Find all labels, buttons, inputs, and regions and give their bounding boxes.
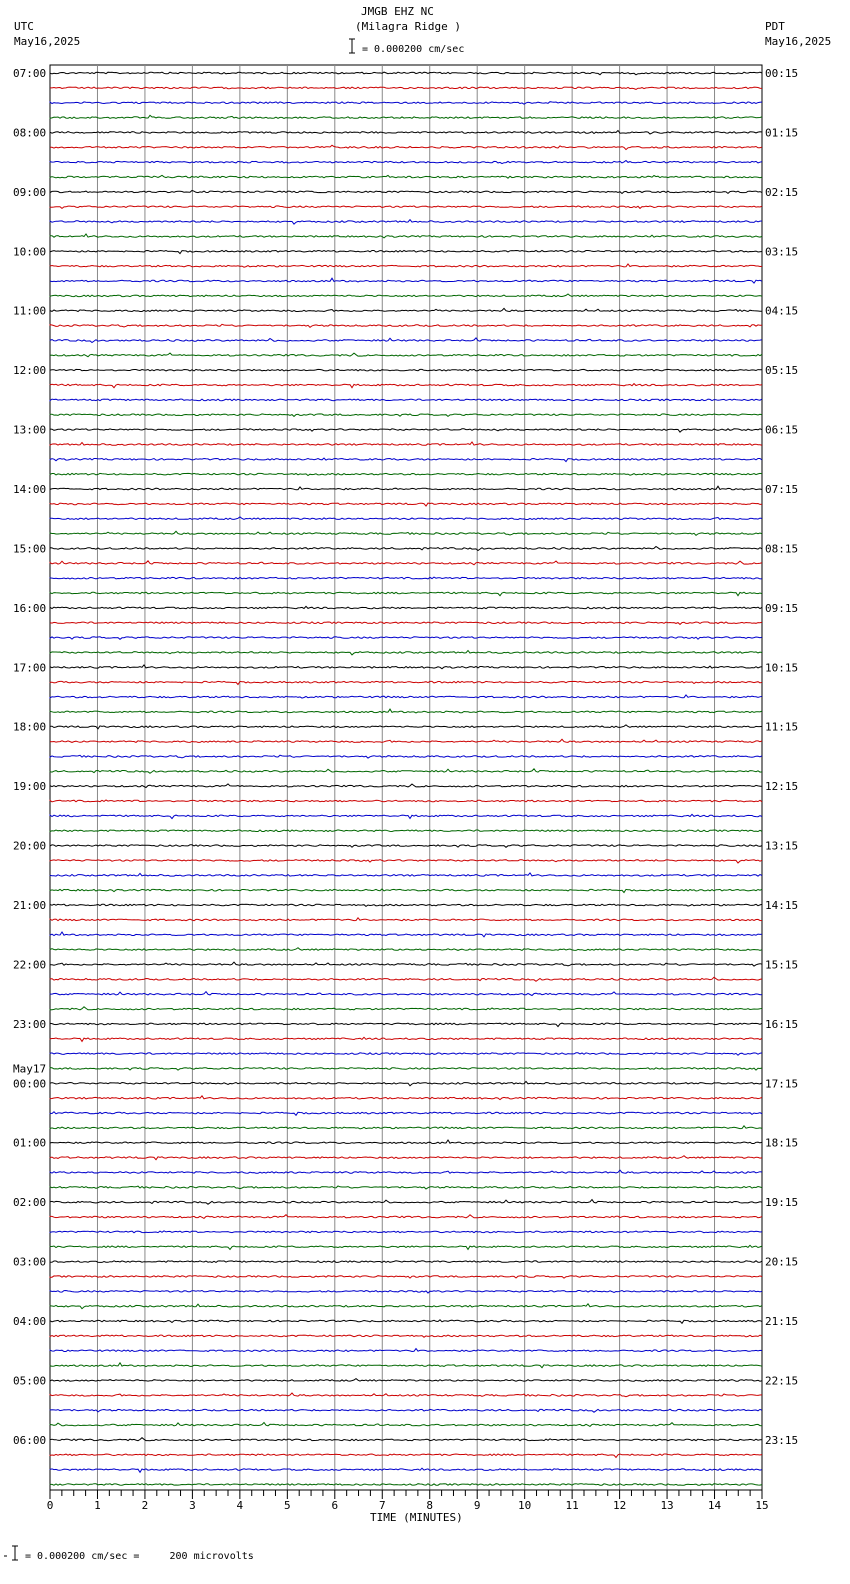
- pdt-time-label: 23:15: [765, 1433, 799, 1447]
- seismic-trace: [50, 860, 762, 863]
- seismic-trace: [50, 161, 762, 164]
- seismic-trace: [50, 1335, 762, 1337]
- seismic-trace: [50, 725, 762, 729]
- utc-hour-label: 11:00: [13, 304, 47, 318]
- seismic-trace: [50, 784, 762, 788]
- seismic-trace: [50, 1200, 762, 1205]
- seismic-trace: [50, 1304, 762, 1309]
- seismic-trace: [50, 251, 762, 254]
- seismic-trace: [50, 577, 762, 579]
- pdt-time-label: 02:15: [765, 185, 799, 199]
- seismic-trace: [50, 1363, 762, 1368]
- pdt-time-label: 03:15: [765, 245, 799, 259]
- seismic-trace: [50, 918, 762, 921]
- seismic-trace: [50, 324, 762, 327]
- seismic-trace: [50, 1409, 762, 1412]
- seismic-trace: [50, 87, 762, 89]
- pdt-time-label: 00:15: [765, 67, 799, 80]
- x-tick-label: 0: [46, 1499, 54, 1512]
- seismic-trace: [50, 1379, 762, 1382]
- seismic-trace: [50, 191, 762, 194]
- utc-hour-label: 21:00: [13, 899, 47, 913]
- seismic-trace: [50, 547, 762, 551]
- pdt-time-label: 21:15: [765, 1315, 799, 1329]
- utc-hour-label: 18:00: [13, 720, 47, 734]
- pdt-time-label: 08:15: [765, 542, 799, 556]
- utc-hour-label: 03:00: [13, 1255, 47, 1269]
- utc-hour-label: 06:00: [13, 1433, 47, 1447]
- seismic-trace: [50, 1126, 762, 1129]
- pdt-time-label: 11:15: [765, 720, 799, 734]
- seismic-trace: [50, 561, 762, 565]
- seismic-trace: [50, 1393, 762, 1397]
- utc-hour-label: 01:00: [13, 1136, 47, 1150]
- pdt-time-label: 12:15: [765, 780, 799, 794]
- x-tick-label: 10: [518, 1499, 532, 1512]
- pdt-time-label: 01:15: [765, 126, 799, 140]
- seismic-trace: [50, 384, 762, 388]
- seismic-trace: [50, 1186, 762, 1189]
- utc-hour-label: 19:00: [13, 780, 47, 794]
- x-tick-label: 5: [284, 1499, 291, 1512]
- seismic-trace: [50, 904, 762, 906]
- seismic-trace: [50, 992, 762, 996]
- seismic-trace: [50, 486, 762, 490]
- seismic-trace: [50, 755, 762, 758]
- seismic-trace: [50, 206, 762, 209]
- x-tick-label: 7: [378, 1499, 386, 1512]
- pdt-time-label: 19:15: [765, 1196, 799, 1210]
- x-tick-label: 2: [141, 1499, 149, 1512]
- seismic-trace: [50, 739, 762, 742]
- pdt-time-label: 13:15: [765, 839, 799, 853]
- utc-hour-label: 04:00: [13, 1315, 47, 1329]
- seismic-trace: [50, 932, 762, 937]
- seismic-trace: [50, 1349, 762, 1352]
- scale-bar-icon: [349, 39, 355, 53]
- seismic-trace: [50, 399, 762, 401]
- x-tick-label: 12: [612, 1499, 627, 1512]
- seismic-trace: [50, 800, 762, 802]
- x-tick-label: 9: [473, 1499, 481, 1512]
- seismic-trace: [50, 531, 762, 535]
- seismic-trace: [50, 308, 762, 311]
- seismic-trace: [50, 1484, 762, 1486]
- seismic-trace: [50, 1423, 762, 1427]
- utc-hour-label: 14:00: [13, 483, 47, 497]
- x-tick-label: 4: [236, 1499, 244, 1512]
- seismic-trace: [50, 220, 762, 224]
- pdt-time-label: 20:15: [765, 1255, 799, 1269]
- seismic-trace: [50, 769, 762, 774]
- seismic-trace: [50, 1140, 762, 1144]
- utc-hour-label: 23:00: [13, 1017, 47, 1031]
- seismic-trace: [50, 1261, 762, 1263]
- seismic-trace: [50, 814, 762, 818]
- x-tick-label: 8: [426, 1499, 434, 1512]
- seismic-trace: [50, 294, 762, 297]
- pdt-time-label: 17:15: [765, 1077, 799, 1091]
- pdt-time-label: 04:15: [765, 304, 799, 318]
- seismic-trace: [50, 1037, 762, 1041]
- seismic-trace: [50, 458, 762, 462]
- seismic-trace: [50, 637, 762, 640]
- seismic-trace: [50, 948, 762, 951]
- seismic-trace: [50, 429, 762, 432]
- seismic-trace: [50, 369, 762, 371]
- utc-hour-label: 20:00: [13, 839, 47, 853]
- seismic-trace: [50, 234, 762, 238]
- seismic-trace: [50, 622, 762, 625]
- seismic-trace: [50, 1454, 762, 1458]
- seismic-trace: [50, 889, 762, 893]
- seismic-trace: [50, 102, 762, 105]
- seismic-trace: [50, 873, 762, 876]
- pdt-time-label: 22:15: [765, 1374, 799, 1388]
- seismic-trace: [50, 145, 762, 149]
- x-tick-label: 3: [189, 1499, 196, 1512]
- station-location: (Milagra Ridge ): [355, 20, 461, 33]
- pdt-time-label: 06:15: [765, 423, 799, 437]
- utc-hour-label: 15:00: [13, 542, 47, 556]
- seismic-trace: [50, 1081, 762, 1085]
- seismic-trace: [50, 830, 762, 832]
- scale-text: = 0.000200 cm/sec: [362, 44, 465, 55]
- x-tick-label: 14: [707, 1499, 722, 1512]
- trace-group: [50, 72, 762, 1485]
- seismic-trace: [50, 1468, 762, 1472]
- seismic-trace: [50, 1215, 762, 1219]
- seismic-trace: [50, 977, 762, 981]
- utc-hour-label: 17:00: [13, 661, 47, 675]
- seismic-trace: [50, 517, 762, 520]
- x-axis-label: TIME (MINUTES): [370, 1511, 463, 1524]
- seismic-trace: [50, 503, 762, 506]
- seismic-trace: [50, 264, 762, 267]
- seismic-trace: [50, 665, 762, 669]
- seismic-trace: [50, 414, 762, 417]
- date-change-label: May17: [13, 1062, 47, 1076]
- seismic-trace: [50, 1231, 762, 1233]
- pdt-time-label: 16:15: [765, 1017, 799, 1031]
- seismic-trace: [50, 442, 762, 445]
- utc-hour-label: 09:00: [13, 185, 47, 199]
- x-tick-label: 6: [331, 1499, 339, 1512]
- utc-hour-label: 22:00: [13, 958, 47, 972]
- seismic-trace: [50, 962, 762, 966]
- utc-hour-label: 13:00: [13, 423, 47, 437]
- x-tick-label: 13: [660, 1499, 674, 1512]
- station-title: JMGB EHZ NC: [361, 5, 434, 18]
- seismic-trace: [50, 473, 762, 475]
- seismic-trace: [50, 115, 762, 118]
- pdt-label: PDT: [765, 20, 785, 33]
- footer-scale-text: = 0.000200 cm/sec = 200 microvolts: [25, 1551, 254, 1562]
- x-tick-label: 1: [94, 1499, 101, 1512]
- seismic-trace: [50, 695, 762, 698]
- utc-hour-label: 00:00: [13, 1077, 47, 1091]
- pdt-time-label: 18:15: [765, 1136, 799, 1150]
- pdt-time-label: 05:15: [765, 364, 799, 378]
- seismic-trace: [50, 278, 762, 283]
- seismic-trace: [50, 709, 762, 713]
- seismic-trace: [50, 353, 762, 357]
- x-tick-label: 15: [755, 1499, 769, 1512]
- pdt-time-label: 10:15: [765, 661, 799, 675]
- seismic-trace: [50, 592, 762, 596]
- utc-hour-label: 10:00: [13, 245, 47, 259]
- utc-date: May16,2025: [14, 35, 81, 48]
- utc-hour-label: 07:00: [13, 67, 47, 80]
- seismic-trace: [50, 651, 762, 655]
- seismic-trace: [50, 1068, 762, 1070]
- x-tick-label: 11: [565, 1499, 579, 1512]
- seismic-trace: [50, 606, 762, 608]
- utc-hour-label: 02:00: [13, 1196, 47, 1210]
- pdt-time-label: 07:15: [765, 483, 799, 497]
- utc-hour-label: 05:00: [13, 1374, 47, 1388]
- seismic-trace: [50, 845, 762, 848]
- seismic-trace: [50, 1276, 762, 1278]
- seismic-trace: [50, 72, 762, 75]
- x-axis: [47, 1490, 769, 1512]
- seismic-trace: [50, 175, 762, 178]
- seismic-trace: [50, 338, 762, 343]
- seismic-trace: [50, 1438, 762, 1441]
- seismic-trace: [50, 1053, 762, 1055]
- pdt-time-label: 15:15: [765, 958, 799, 972]
- seismic-trace: [50, 1096, 762, 1100]
- utc-hour-label: 08:00: [13, 126, 47, 140]
- seismic-trace: [50, 681, 762, 684]
- seismic-trace: [50, 1320, 762, 1324]
- pdt-date: May16,2025: [765, 35, 832, 48]
- pdt-time-label: 09:15: [765, 601, 799, 615]
- seismic-trace: [50, 1112, 762, 1116]
- seismic-trace: [50, 1007, 762, 1010]
- seismic-trace: [50, 1291, 762, 1294]
- seismic-trace: [50, 1245, 762, 1249]
- utc-hour-label: 12:00: [13, 364, 47, 378]
- utc-label: UTC: [14, 20, 34, 33]
- seismic-trace: [50, 1023, 762, 1027]
- footer-scale-bar-icon: [4, 1546, 18, 1560]
- seismic-trace: [50, 131, 762, 135]
- pdt-time-label: 14:15: [765, 899, 799, 913]
- utc-hour-label: 16:00: [13, 601, 47, 615]
- seismic-trace: [50, 1156, 762, 1160]
- seismic-trace: [50, 1170, 762, 1173]
